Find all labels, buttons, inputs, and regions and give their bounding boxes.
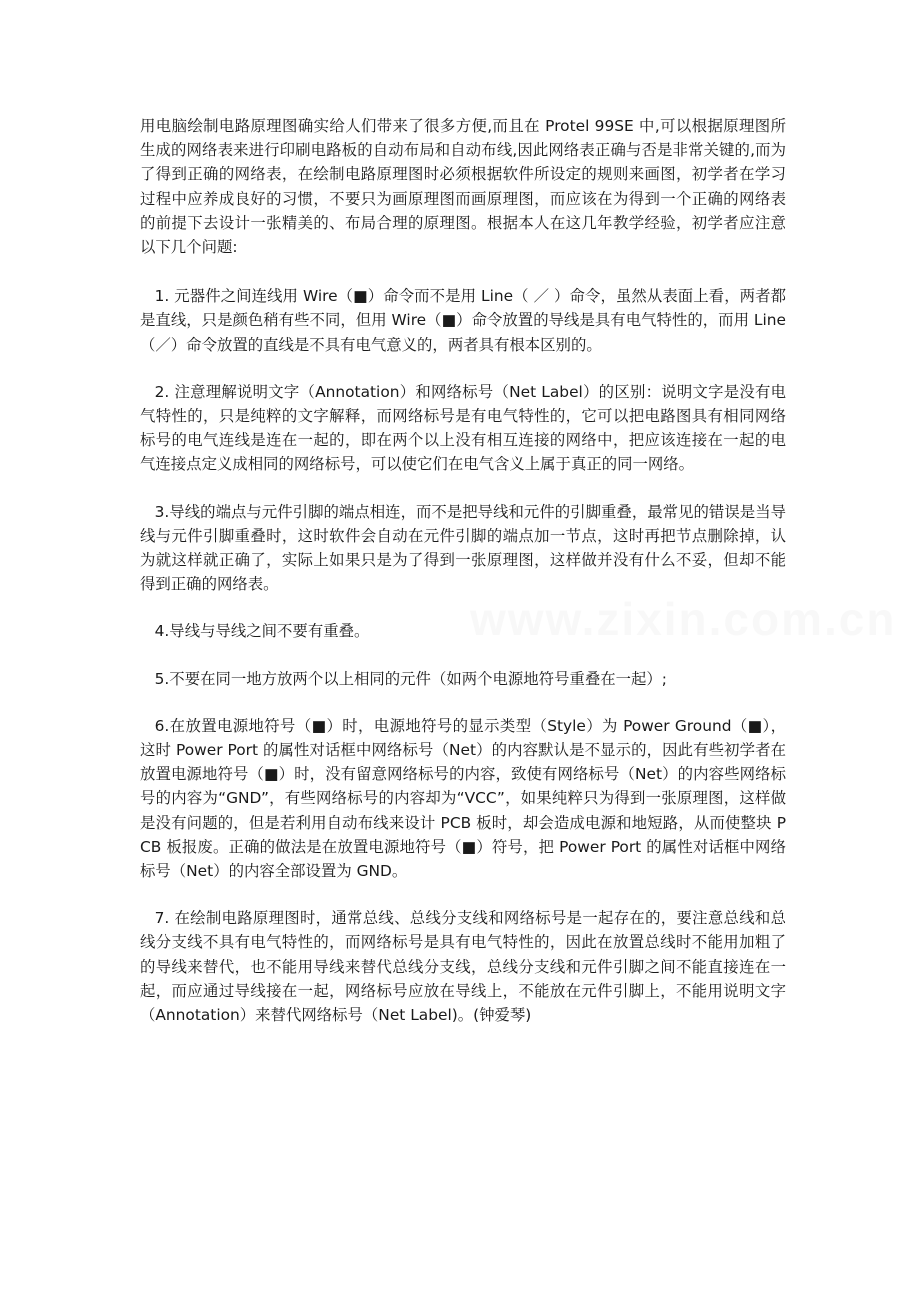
item-paragraph-1: 1. 元器件之间连线用 Wire（■）命令而不是用 Line（ ／ ）命令，虽然从表面上看，两者都是直线，只是颜色稍有些不同，但用 Wire（■）命令放置的导线是具有电气特性的，而用 Line（／）命令放置的直线是不具有电气意义的，两者具有根本区别的。 — [140, 287, 786, 354]
item-paragraph-4: 4.导线与导线之间不要有重叠。 — [154, 622, 370, 641]
watermark: www.zixin.com.cn — [470, 593, 897, 645]
item-paragraph-6: 6.在放置电源地符号（■）时，电源地符号的显示类型（Style）为 Power Ground（■），这时 Power Port 的属性对话框中网络标号（Net）的内容默认是不显示的，因此有些初学者在放置电源地符号（■）时，没有留意网络标号的内容，致使有网络标号（Net）的内容些网络标号的内容为“GND”，有些网络标号的内容却为“VCC”，如果纯粹只为得到一张原理图，这样做是没有问题的，但是若利用自动布线来设计 PCB 板时，却会造成电源和地短路，从而使整块 PCB 板报废。正确的做法是在放置电源地符号（■）符号，把 Power Port 的属性对话框中网络标号（Net）的内容全部设置为 GND。 — [140, 716, 786, 881]
intro-paragraph: 用电脑绘制电路原理图确实给人们带来了很多方便,而且在 Protel 99SE 中,可以根据原理图所生成的网络表来进行印刷电路板的自动布局和自动布线,因此网络表正确与否是非常关键的,而为了得到正确的网络表，在绘制电路原理图时必须根据软件所设定的规则来画图，初学者在学习过程中应养成良好的习惯，不要只为画原理图而画原理图，而应该在为得到一个正确的网络表的前提下去设计一张精美的、布局合理的原理图。根据本人在这几年教学经验，初学者应注意以下几个问题: — [140, 117, 786, 257]
item-paragraph-3: 3.导线的端点与元件引脚的端点相连，而不是把导线和元件的引脚重叠，最常见的错误是当导线与元件引脚重叠时，这时软件会自动在元件引脚的端点加一节点，这时再把节点删除掉，认为就这样就正确了，实际上如果只是为了得到一张原理图，这样做并没有什么不妥，但却不能得到正确的网络表。 — [140, 502, 786, 594]
item-paragraph-5: 5.不要在同一地方放两个以上相同的元件（如两个电源地符号重叠在一起）; — [154, 669, 667, 688]
item-paragraph-7: 7. 在绘制电路原理图时，通常总线、总线分支线和网络标号是一起存在的，要注意总线和总线分支线不具有电气特性的，而网络标号是具有电气特性的，因此在放置总线时不能用加粗了的导线来替代，也不能用导线来替代总线分支线，总线分支线和元件引脚之间不能直接连在一起，而应通过导线接在一起，网络标号应放在导线上，不能放在元件引脚上，不能用说明文字（Annotation）来替代网络标号（Net Label)。(钟爱琴) — [140, 909, 786, 1025]
document-body — [140, 114, 786, 1050]
item-paragraph-2: 2. 注意理解说明文字（Annotation）和网络标号（Net Label）的区别：说明文字是没有电气特性的，只是纯粹的文字解释，而网络标号是有电气特性的，它可以把电路图具有相同网络标号的电气连线是连在一起的，即在两个以上没有相互连接的网络中，把应该连接在一起的电气连接点定义成相同的网络标号，可以使它们在电气含义上属于真正的同一网络。 — [140, 382, 786, 474]
